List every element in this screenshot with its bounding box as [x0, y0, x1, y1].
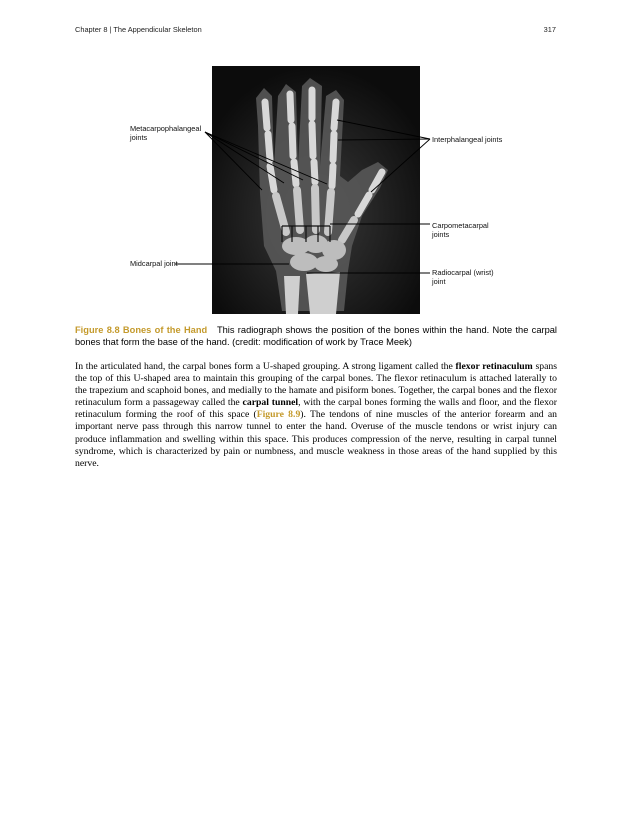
label-metacarpophalangeal-line1: Metacarpophalangeal	[130, 124, 202, 133]
label-metacarpophalangeal	[130, 125, 201, 142]
body-paragraph	[75, 361, 557, 470]
label-carpometacarpal-line1: Carpometacarpal	[432, 221, 489, 230]
paragraph-text-2: spans the top of this U-shaped area to maintain this grouping of the carpal bones. The flexor retinaculum is attached laterally to the trapezium and scaphoid bones, and medially to the hamate and pisiform bones. Together, the carpal bones and the flexor retinaculum form a passageway called the	[75, 361, 557, 409]
figure-caption-text: This radiograph shows the position of the bones within the hand. Note the carpal bones that form the base of the hand. (credit: modification of work by Trace Meek)	[75, 325, 557, 347]
label-carpometacarpal-line2: joints	[432, 229, 450, 239]
hand-radiograph-figure	[75, 66, 557, 316]
paragraph-text-4: ). The tendons of nine muscles of the anterior forearm and an important nerve pass through this narrow tunnel to enter the hand. Overuse of the muscle tendons or wrist injury can produce inflammation and swelling within this space. This produces compression of the nerve, resulting in carpal tunnel syndrome, which is characterized by pain or numbness, and muscle weakness in those areas of the hand supplied by this nerve.	[75, 409, 558, 469]
figure-reference-link[interactable]: Figure 8.9	[256, 409, 301, 421]
label-radiocarpal-line1: Radiocarpal (wrist)	[432, 268, 494, 277]
label-interphalangeal: Interphalangeal joints	[432, 135, 503, 144]
label-radiocarpal	[432, 269, 494, 286]
paragraph-text-3: , with the carpal bones forming the walls and floor, and the flexor retinaculum forming the roof of this space (	[75, 397, 558, 421]
label-metacarpophalangeal-line2: joints	[130, 132, 148, 142]
label-carpometacarpal	[432, 222, 489, 239]
figure-caption	[75, 324, 557, 348]
figure-caption-number: Figure 8.8 Bones of the Hand	[75, 325, 208, 335]
label-radiocarpal-line2: joint	[432, 276, 446, 286]
term-flexor-retinaculum: flexor retinaculum	[455, 361, 533, 372]
running-header-chapter: Chapter 8 | The Appendicular Skeleton	[75, 25, 202, 34]
label-midcarpal: Midcarpal joint	[130, 259, 178, 268]
term-carpal-tunnel: carpal tunnel	[242, 397, 299, 409]
paragraph-text-1: In the articulated hand, the carpal bones form a U-shaped grouping. A strong ligament called the	[75, 361, 456, 372]
page-number: 317	[543, 25, 556, 34]
